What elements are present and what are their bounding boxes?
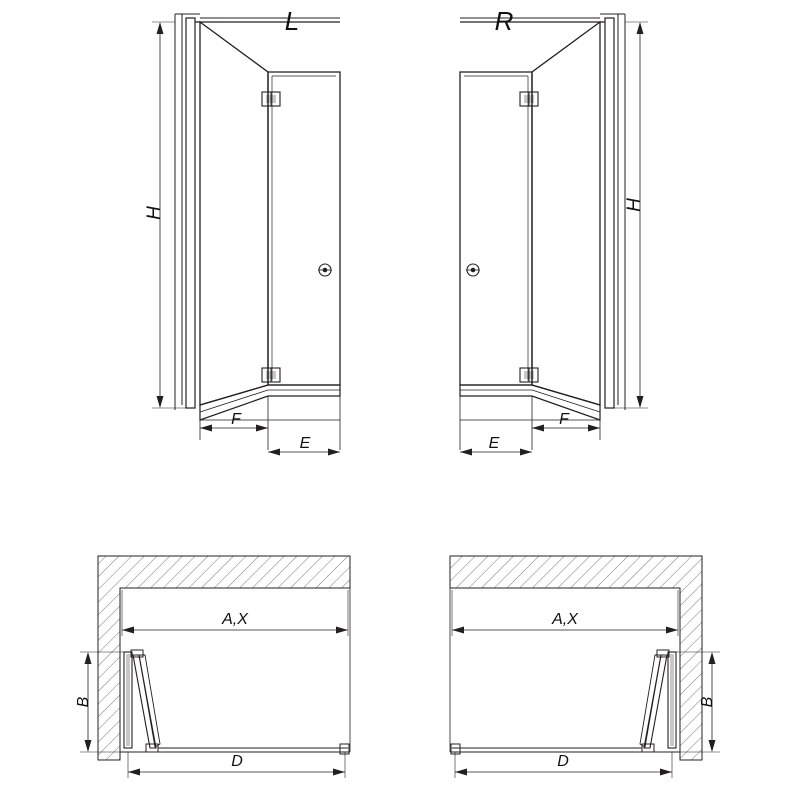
- dimension-ax-right: [452, 590, 678, 636]
- hinge-icon-top-right: [520, 92, 538, 106]
- dimension-label-h-left: H: [144, 206, 165, 220]
- elevation-left-view: [144, 6, 340, 456]
- dimension-h-right: [614, 22, 648, 408]
- dimension-label-f-left: F: [231, 411, 241, 428]
- plan-left-view: [75, 556, 350, 778]
- dimension-label-f-right: F: [559, 411, 569, 428]
- dimension-label-d-left: D: [231, 753, 243, 770]
- door-knob-icon-right: [466, 264, 480, 276]
- dimension-label-ax-left: A,X: [222, 611, 248, 628]
- hinge-icon-top-left: [262, 92, 280, 106]
- dimension-e-left: [268, 435, 340, 456]
- dimension-label-d-right: D: [557, 753, 569, 770]
- elevation-right-view: [460, 6, 648, 456]
- door-leaves-plan-left: [124, 650, 349, 754]
- dimension-f-left: [200, 411, 268, 432]
- dimension-label-e-right: E: [488, 435, 500, 452]
- plan-right-view: [450, 556, 720, 778]
- dimension-label-e-left: E: [299, 435, 311, 452]
- dimension-d-right: [455, 752, 672, 778]
- dimension-label-h-right: H: [624, 198, 645, 212]
- door-leaves-plan-right: [451, 650, 676, 754]
- dimension-label-b-right: B: [699, 696, 716, 708]
- view-title-left: L: [284, 6, 300, 36]
- dimension-ax-left: [122, 590, 348, 636]
- dimension-h-left: [144, 22, 186, 408]
- door-knob-icon-left: [318, 264, 332, 276]
- dimension-label-b-left: B: [75, 696, 92, 708]
- dimension-d-left: [128, 752, 345, 778]
- hinge-icon-bottom-right: [520, 368, 538, 382]
- view-title-right: R: [494, 6, 514, 36]
- dimension-e-right: [460, 435, 532, 456]
- dimension-label-ax-right: A,X: [552, 611, 578, 628]
- hinge-icon-bottom-left: [262, 368, 280, 382]
- dimension-f-right: [532, 411, 600, 432]
